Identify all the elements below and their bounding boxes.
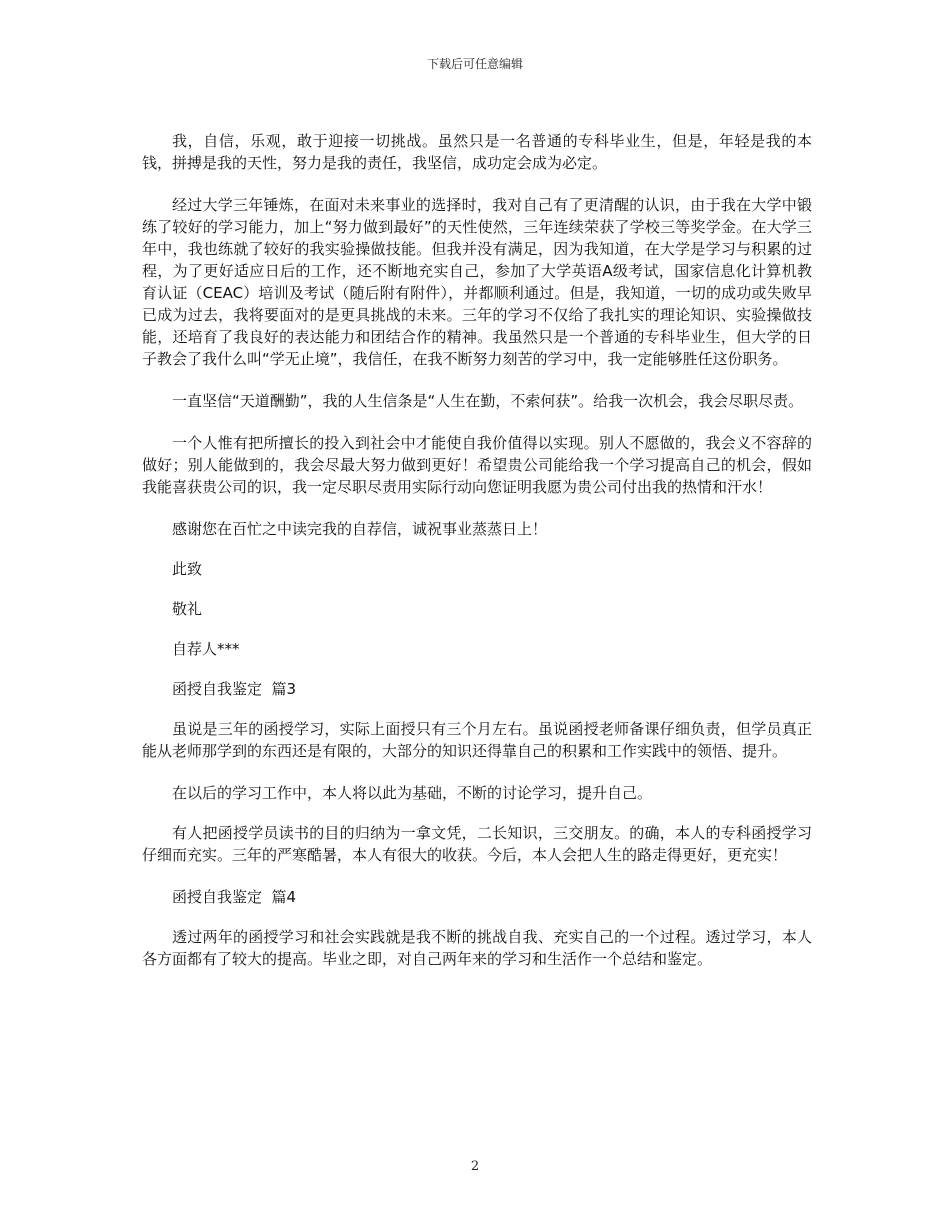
signature: 自荐人*** xyxy=(172,640,240,658)
paragraph-university-experience: 经过大学三年锤炼，在面对未来事业的选择时，我对自己有了更清醒的认识，由于我在大学中锻练了较好的学习能力，加上“努力做到最好”的天性使然，三年连续荣获了学校三等奖学金。在大学三年中，我也练就了较好的我实验操做技能。但我并没有满足，因为我知道，在大学是学习与积累的过程，为了更好适应日后的工作，还不断地充实自己，参加了大学英语A级考试，国家信息化计算机教育认证（CEAC）培训及考试（随后附有附件），并都顺利通过。但是，我知道，一切的成功或失败早已成为过去，我将要面对的是更具挑战的未来。三年的学习不仅给了我扎实的理论知识、实验操做技能，还培育了我良好的表达能力和团结合作的精神。我虽然只是一个普通的专科毕业生，但大学的日子教会了我什么叫“学无止境”，我信任，在我不断努力刻苦的学习中，我一定能够胜任这份职务。 xyxy=(142,196,812,368)
closing-salutation-1: 此致 xyxy=(172,560,203,578)
paragraph-correspondence-study: 虽说是三年的函授学习，实际上面授只有三个月左右。虽说函授老师备课仔细负责，但学员真正能从老师那学到的东西还是有限的，大部分的知识还得靠自己的积累和工作实践中的领悟、提升。 xyxy=(142,720,812,760)
section-heading-part4: 函授自我鉴定 篇4 xyxy=(172,888,297,906)
section-heading-part3: 函授自我鉴定 篇3 xyxy=(172,680,297,698)
paragraph-study-goals: 有人把函授学员读书的目的归纳为一拿文凭，二长知识，三交朋友。的确，本人的专科函授学习仔细而充实。三年的严寒酷暑，本人有很大的收获。今后，本人会把人生的路走得更好，更充实！ xyxy=(142,824,812,864)
page-header-note: 下载后可任意编辑 xyxy=(426,57,523,71)
closing-salutation-2: 敬礼 xyxy=(172,600,203,618)
paragraph-confidence: 我，自信，乐观，敢于迎接一切挑战。虽然只是一名普通的专科毕业生，但是，年轻是我的本钱，拼搏是我的天性，努力是我的责任，我坚信，成功定会成为必定。 xyxy=(142,132,812,172)
paragraph-thanks: 感谢您在百忙之中读完我的自荐信，诚祝事业蒸蒸日上！ xyxy=(172,520,548,538)
page-number: 2 xyxy=(470,1159,480,1174)
paragraph-future-study: 在以后的学习工作中，本人将以此为基础，不断的讨论学习，提升自己。 xyxy=(172,784,653,802)
paragraph-motto: 一直坚信“天道酬勤”，我的人生信条是“人生在勤，不索何获”。给我一次机会，我会尽职尽责。 xyxy=(172,392,804,410)
document-body xyxy=(142,130,812,990)
paragraph-two-year-summary: 透过两年的函授学习和社会实践就是我不断的挑战自我、充实自己的一个过程。透过学习，本人各方面都有了较大的提高。毕业之即，对自己两年来的学习和生活作一个总结和鉴定。 xyxy=(142,928,812,968)
paragraph-self-worth: 一个人惟有把所擅长的投入到社会中才能使自我价值得以实现。别人不愿做的，我会义不容辞的做好；别人能做到的，我会尽最大努力做到更好！希望贵公司能给我一个学习提高自己的机会，假如我能喜获贵公司的识，我一定尽职尽责用实际行动向您证明我愿为贵公司付出我的热情和汗水！ xyxy=(142,434,812,496)
